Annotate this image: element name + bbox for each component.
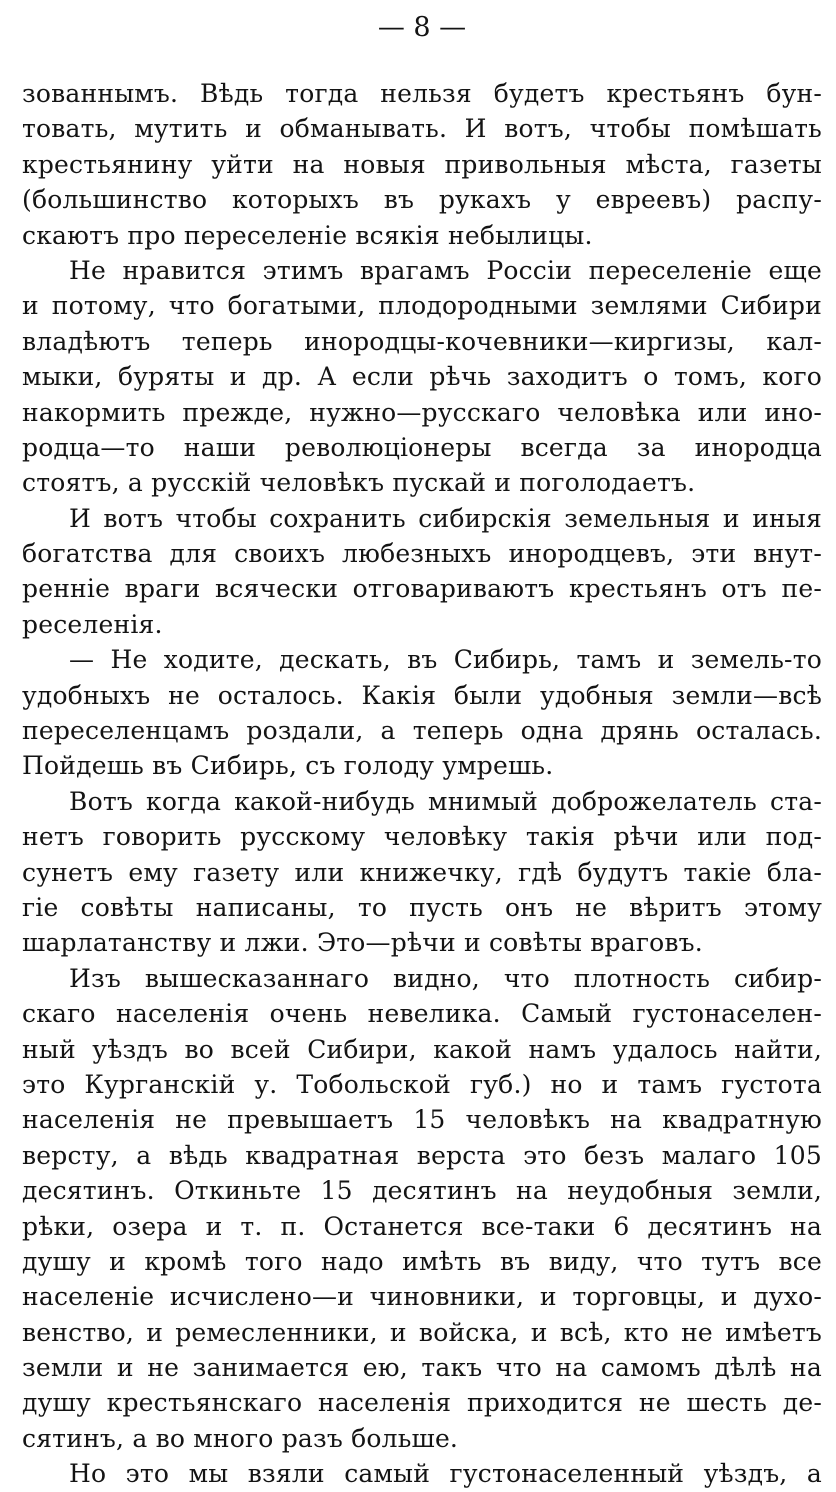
- text-line: Изъ вышесказаннаго видно, что плотность сибир-: [69, 963, 822, 993]
- text-line: населеніе исчислено—и чиновники, и торговцы, и духо-: [22, 1282, 822, 1312]
- text-line: душу и кромѣ того надо имѣть въ виду, что тутъ все: [22, 1246, 822, 1276]
- text-line: версту, а вѣдь квадратная верста это безъ малаго 105: [22, 1140, 822, 1170]
- text-line: зованнымъ. Вѣдь тогда нельзя будетъ крестьянъ бун-: [22, 79, 822, 108]
- paragraph-2: [22, 253, 822, 501]
- text-line: ренніе враги всячески отговариваютъ крестьянъ отъ пе-: [22, 574, 822, 604]
- text-line: Но это мы взяли самый густонаселенный уѣздъ, а: [69, 1459, 822, 1489]
- text-line: скаютъ про переселеніе всякія небылицы.: [22, 220, 593, 250]
- text-line: земли и не занимается ею, такъ что на самомъ дѣлѣ на: [22, 1353, 822, 1383]
- text-line: крестьянину уйти на новыя привольныя мѣста, газеты: [22, 149, 822, 179]
- text-line: скаго населенія очень невелика. Самый густонаселен-: [22, 999, 822, 1029]
- text-line: Пойдешь въ Сибирь, съ голоду умрешь.: [22, 751, 554, 781]
- text-line: переселенцамъ роздали, а теперь одна дрянь осталась.: [22, 716, 822, 746]
- text-line: это Курганскій у. Тобольской губ.) но и тамъ густота: [22, 1069, 822, 1099]
- text-line: рѣки, озера и т. п. Останется все-таки 6 десятинъ на: [22, 1211, 822, 1241]
- text-line: накормить прежде, нужно—русскаго человѣка или ино-: [22, 397, 822, 427]
- text-line: Вотъ когда какой-нибудь мнимый доброжелатель ста-: [69, 786, 822, 816]
- text-line: сятинъ, а во много разъ больше.: [22, 1423, 459, 1453]
- book-page: [22, 0, 822, 1489]
- paragraph-1: [22, 76, 822, 253]
- text-line: удобныхъ не осталось. Какія были удобныя земли—всѣ: [22, 680, 822, 710]
- paragraph-3: [22, 501, 822, 643]
- text-line: мыки, буряты и др. А если рѣчь заходитъ о томъ, кого: [22, 362, 822, 392]
- text-line: родца—то наши революціонеры всегда за инородца: [22, 432, 822, 462]
- text-line: реселенія.: [22, 609, 163, 639]
- text-line: гіе совѣты написаны, то пусть онъ не вѣритъ этому: [22, 892, 822, 922]
- text-line: ный уѣздъ во всей Сибири, какой намъ удалось найти,: [22, 1034, 822, 1064]
- text-line: стоятъ, а русскій человѣкъ пускай и поголодаетъ.: [22, 468, 696, 498]
- text-line: богатства для своихъ любезныхъ инородцевъ, эти внут-: [22, 539, 822, 569]
- paragraph-4: [22, 642, 822, 784]
- text-line: нетъ говорить русскому человѣку такія рѣчи или под-: [22, 822, 822, 852]
- page-number: — 8 —: [377, 12, 467, 43]
- text-line: десятинъ. Откиньте 15 десятинъ на неудобныя земли,: [22, 1176, 822, 1206]
- text-line: сунетъ ему газету или книжечку, гдѣ будутъ такіе бла-: [22, 857, 822, 887]
- text-line: шарлатанству и лжи. Это—рѣчи и совѣты враговъ.: [22, 928, 703, 958]
- text-line: венство, и ремесленники, и войска, и всѣ, кто не имѣетъ: [22, 1317, 822, 1347]
- text-line: душу крестьянскаго населенія приходится не шесть де-: [22, 1388, 822, 1418]
- paragraph-6: [22, 961, 822, 1456]
- text-line: Не нравится этимъ врагамъ Россіи переселеніе еще: [69, 255, 822, 285]
- text-line: и потому, что богатыми, плодородными землями Сибири: [22, 291, 822, 321]
- text-line: товать, мутить и обманывать. И вотъ, чтобы помѣшать: [22, 114, 822, 144]
- text-line: владѣютъ теперь инородцы-кочевники—киргизы, кал-: [22, 326, 822, 356]
- text-line: И вотъ чтобы сохранить сибирскія земельныя и иныя: [69, 503, 822, 533]
- text-line: (большинство которыхъ въ рукахъ у евреевъ) распу-: [22, 185, 822, 215]
- paragraph-7: [22, 1456, 822, 1491]
- text-line: населенія не превышаетъ 15 человѣкъ на квадратную: [22, 1105, 822, 1135]
- paragraph-5: [22, 784, 822, 961]
- body-text: [22, 76, 822, 1492]
- text-line: — Не ходите, дескать, въ Сибирь, тамъ и земель-то: [69, 645, 822, 675]
